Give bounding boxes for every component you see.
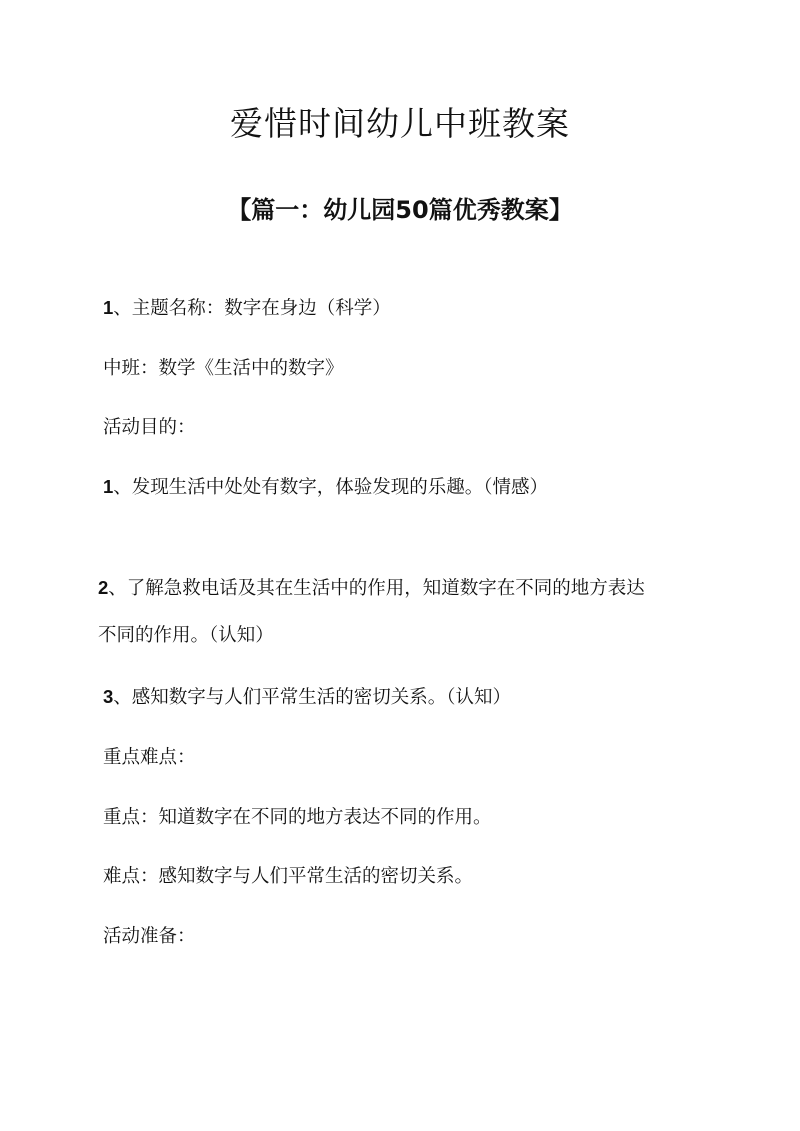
line-text: 中班：数学《生活中的数字》 <box>103 358 344 379</box>
line-difficulty <box>103 862 473 888</box>
line-goal-3 <box>103 683 511 709</box>
line-text: 重点难点： <box>103 747 196 768</box>
line-text: 活动目的： <box>103 417 196 438</box>
line-text: 、了解急救电话及其在生活中的作用，知道数字在不同的地方表达 <box>108 578 645 599</box>
line-text: 难点：感知数字与人们平常生活的密切关系。 <box>103 866 474 887</box>
line-text: 重点：知道数字在不同的地方表达不同的作用。 <box>103 807 492 828</box>
line-topic-name <box>103 294 391 320</box>
line-activity-goals-heading <box>103 413 196 439</box>
document-subtitle: 【篇一：幼儿园50篇优秀教案】 <box>227 196 573 224</box>
line-goal-2-continued <box>98 621 274 647</box>
line-number: 2 <box>98 577 109 598</box>
line-text: 、感知数字与人们平常生活的密切关系。（认知） <box>113 687 512 708</box>
line-key-difficulty-heading <box>103 743 196 769</box>
line-number: 1 <box>103 476 114 497</box>
line-text: 不同的作用。（认知） <box>98 625 274 646</box>
line-text: 、主题名称：数字在身边（科学） <box>113 298 391 319</box>
line-text: 、发现生活中处处有数字，体验发现的乐趣。（情感） <box>113 477 549 498</box>
line-number: 1 <box>103 297 114 318</box>
document-title: 爱惜时间幼儿中班教案 <box>230 104 570 143</box>
line-goal-2 <box>98 574 645 600</box>
line-goal-1 <box>103 473 548 499</box>
line-number: 3 <box>103 686 114 707</box>
line-key-point <box>103 803 492 829</box>
line-class-subject <box>103 354 344 380</box>
line-text: 活动准备： <box>103 926 196 947</box>
line-preparation-heading <box>103 922 196 948</box>
